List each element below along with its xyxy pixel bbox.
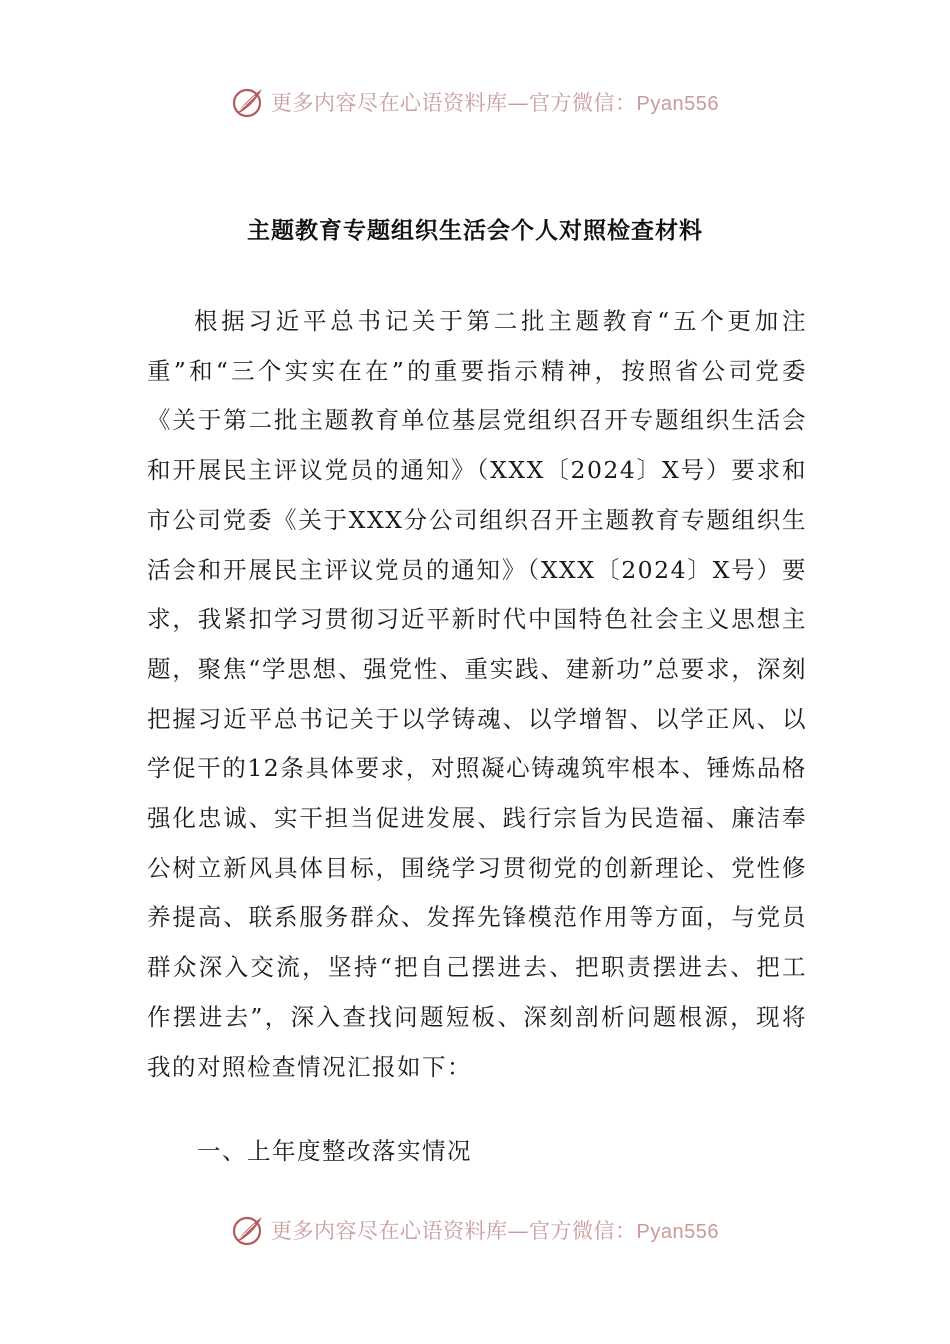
intro-paragraph: 根据习近平总书记关于第二批主题教育“五个更加注重”和“三个实实在在”的重要指示精神，按照省公司党委《关于第二批主题教育单位基层党组织召开专题组织生活会和开展民主评议党员的通知》（XXX〔2024〕X号）要求和市公司党委《关于XXX分公司组织召开主题教育专题组织生活会和开展民主评议党员的通知》（XXX〔2024〕X号）要求，我紧扣学习贯彻习近平新时代中国特色社会主义思想主题，聚焦“学思想、强党性、重实践、建新功”总要求，深刻把握习近平总书记关于以学铸魂、以学增智、以学正风、以学促干的12条具体要求，对照凝心铸魂筑牢根本、锤炼品格强化忠诚、实干担当促进发展、践行宗旨为民造福、廉洁奉公树立新风具体目标，围绕学习贯彻党的创新理论、党性修养提高、联系服务群众、发挥先锋模范作用等方面，与党员群众深入交流，坚持“把自己摆进去、把职责摆进去、把工作摆进去”，深入查找问题短板、深刻剖析问题根源，现将我的对照检查情况汇报如下： — [147, 307, 807, 1081]
watermark-text — [271, 1215, 719, 1245]
watermark-text-cn: 更多内容尽在心语资料库—官方微信： — [271, 1219, 637, 1243]
watermark-wechat-id: Pyan556 — [636, 93, 719, 115]
header-watermark — [0, 82, 950, 122]
quill-logo-icon — [231, 85, 265, 119]
watermark-text-cn: 更多内容尽在心语资料库—官方微信： — [271, 91, 637, 115]
quill-logo-icon — [231, 1213, 265, 1247]
section-heading: 一、上年度整改落实情况 — [197, 1137, 472, 1165]
watermark-text — [271, 87, 719, 117]
watermark-wechat-id: Pyan556 — [636, 1221, 719, 1243]
document-title: 主题教育专题组织生活会个人对照检查材料 — [247, 218, 703, 244]
footer-watermark — [0, 1210, 950, 1250]
